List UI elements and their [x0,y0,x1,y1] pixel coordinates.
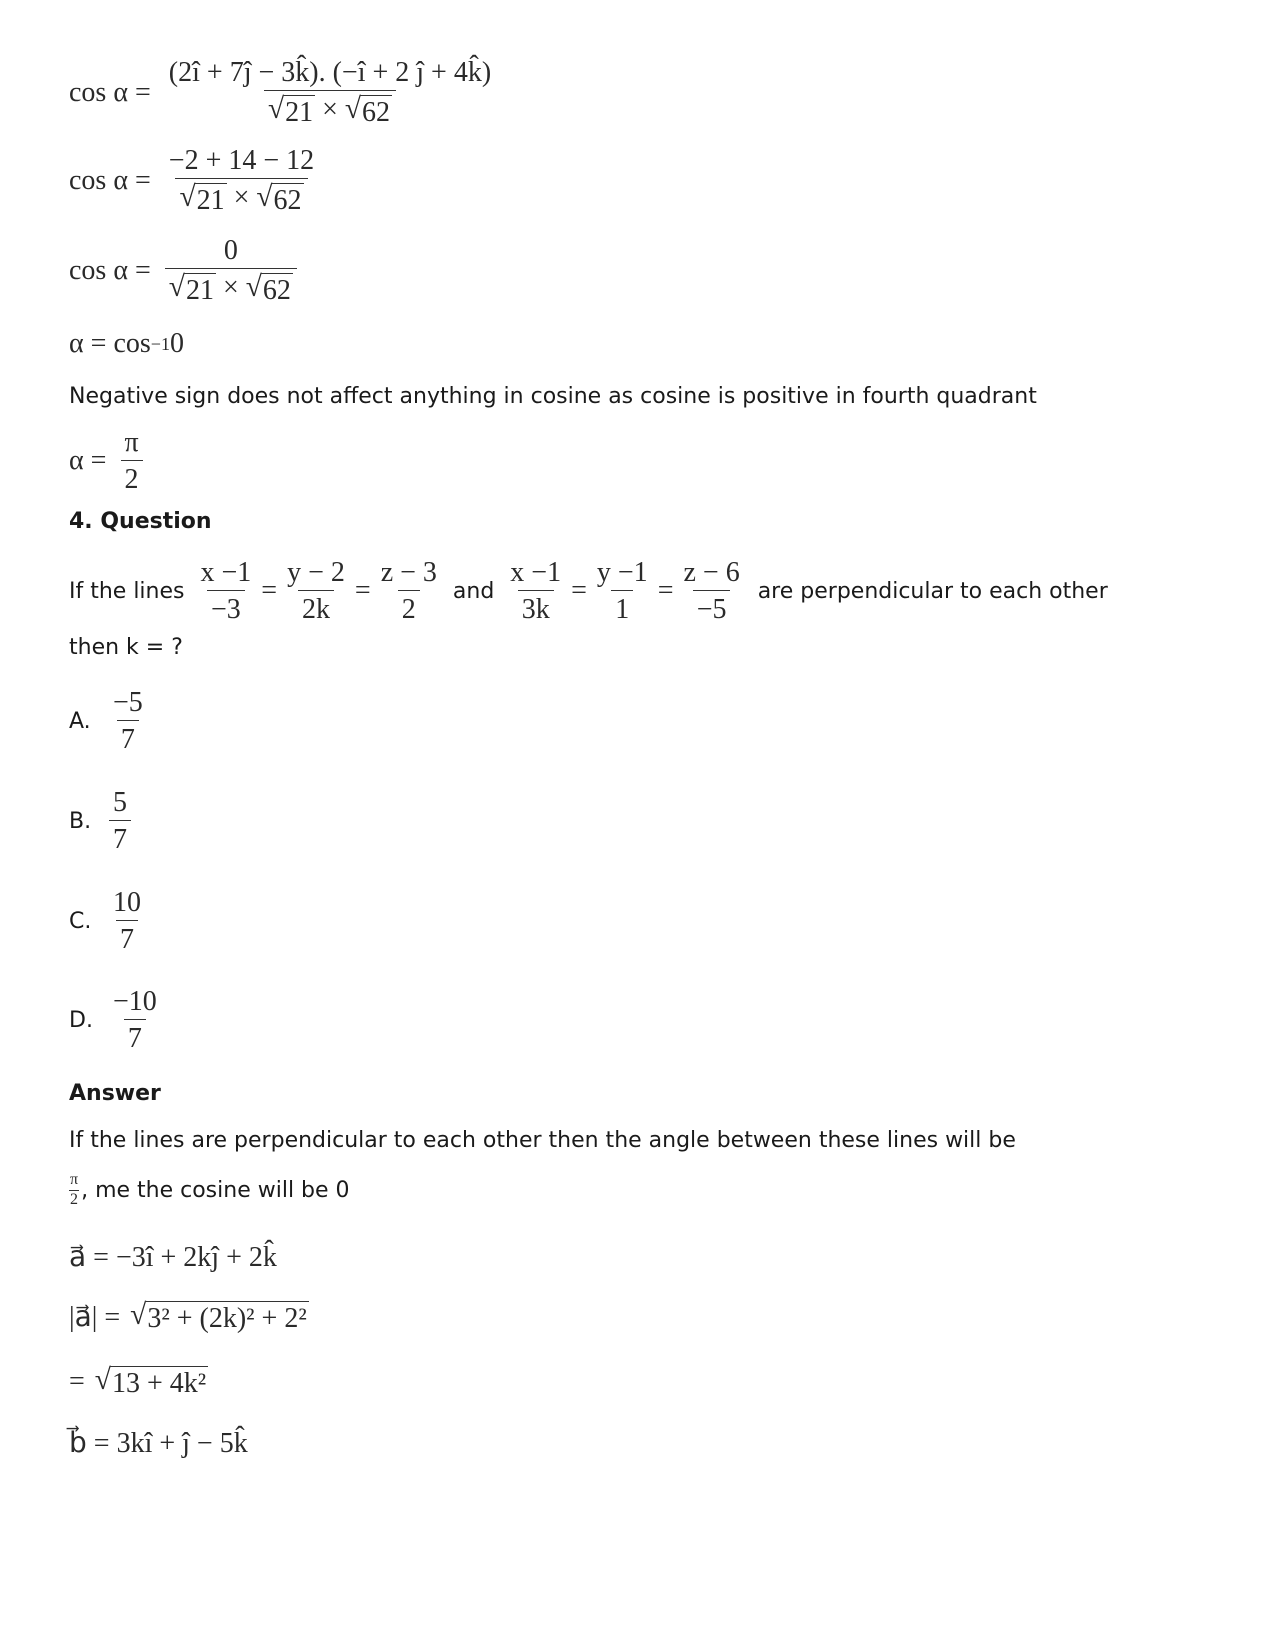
superscript: −1 [150,333,170,354]
equation-tail: 0 [169,328,184,359]
equation-lhs: cos α = [69,76,151,108]
equation-text: α = cos [69,328,151,359]
equation-alpha-arccos [69,328,184,360]
fraction: $\frac{z - 3}{2}$ [380,557,437,626]
fraction-pi-over-2: $\frac{\pi}{2}$ [70,1171,79,1208]
sqrt: √ 62 [256,181,302,217]
magnitude-a-equation [69,1300,309,1334]
fraction [165,236,297,306]
option-label: C. [69,908,92,934]
explanation-text: Negative sign does not affect anything in cosine as cosine is positive in fourth quadrant [69,384,1037,409]
fraction: $\frac{x -1}{-3}$ [200,557,252,626]
option-value: $\frac{-5}{7}$ [113,687,143,756]
fraction: $\frac{z - 6}{-5}$ [683,557,740,626]
denominator: √ 21 × √ 62 [165,268,297,305]
denominator: √ 21 × √ 62 [264,90,396,127]
fraction: $\frac{x -1}{3k}$ [510,557,562,626]
vector-a-equation: a⃗ = −3î + 2kĵ + 2k̂ [69,1242,277,1273]
fraction: $\frac{y - 2}{2k}$ [287,557,345,626]
option-value: $\frac{10}{7}$ [113,887,141,956]
equation-alpha-pi-over-2 [69,428,149,495]
equation-lhs: |a⃗| = [69,1302,121,1333]
equation-lhs: cos α = [69,254,151,286]
option-label: B. [69,808,92,834]
sqrt: √ 62 [245,271,291,307]
answer-line-two-text: , me the cosine will be 0 [81,1177,350,1203]
option-c[interactable] [69,888,151,955]
magnitude-a-simplified [69,1366,208,1398]
answer-line-two [69,1172,350,1209]
conjunction: and [452,578,495,604]
option-value: $\frac{5}{7}$ [109,788,131,855]
answer-line-one: If the lines are perpendicular to each other then the angle between these lines will be [69,1128,1016,1153]
equation-lhs: α = [69,445,107,477]
sqrt: √ 21 [168,271,214,307]
option-value: $\frac{-10}{7}$ [113,986,157,1055]
line-one-equation: $\frac{x -1}{-3}$ = $\frac{y - 2}{2k}$ = $\frac{z - 3}{2}$ [191,558,447,625]
denominator: 2 [121,460,143,494]
answer-heading: Answer [69,1081,161,1106]
sqrt: √ 21 [179,181,225,217]
sqrt: √ 62 [344,93,391,129]
numerator: π [124,427,139,458]
vector-b-equation: b⃗ = 3kî + ĵ − 5k̂ [69,1428,248,1459]
question-heading: 4. Question [69,509,212,534]
sqrt: √ 3² + (2k)² + 2² [130,1298,307,1334]
equation-cos-alpha-zero [69,236,303,306]
question-tail: then k = ? [69,635,183,660]
option-label: D. [69,1007,93,1033]
option-b[interactable] [69,788,137,855]
sqrt: √ 21 [267,93,314,129]
question-prefix: If the lines [69,578,185,604]
sqrt: √ 13 + 4k² [94,1364,207,1399]
numerator: 0 [223,235,238,266]
question-suffix: are perpendicular to each other [757,578,1108,604]
option-d[interactable] [69,987,167,1054]
line-two-equation: $\frac{x -1}{3k}$ = $\frac{y -1}{1}$ = $\frac{z - 6}{-5}$ [500,558,749,625]
equation-lhs: cos α = [69,164,151,196]
option-a[interactable] [69,688,153,755]
fraction [120,428,142,495]
question-statement [69,558,1108,625]
fraction [165,58,495,128]
equation-lhs: = [69,1366,85,1398]
option-label: A. [69,708,91,734]
equation-cos-alpha-sum [69,146,324,216]
denominator: √ 21 × √ 62 [175,178,307,215]
equation-cos-alpha-dot-product [69,58,501,128]
fraction: $\frac{y -1}{1}$ [596,557,648,626]
numerator: (2î + 7ĵ − 3k̂). (−î + 2 ĵ + 4k̂) [168,57,492,88]
numerator: −2 + 14 − 12 [168,145,315,176]
fraction [165,146,318,216]
